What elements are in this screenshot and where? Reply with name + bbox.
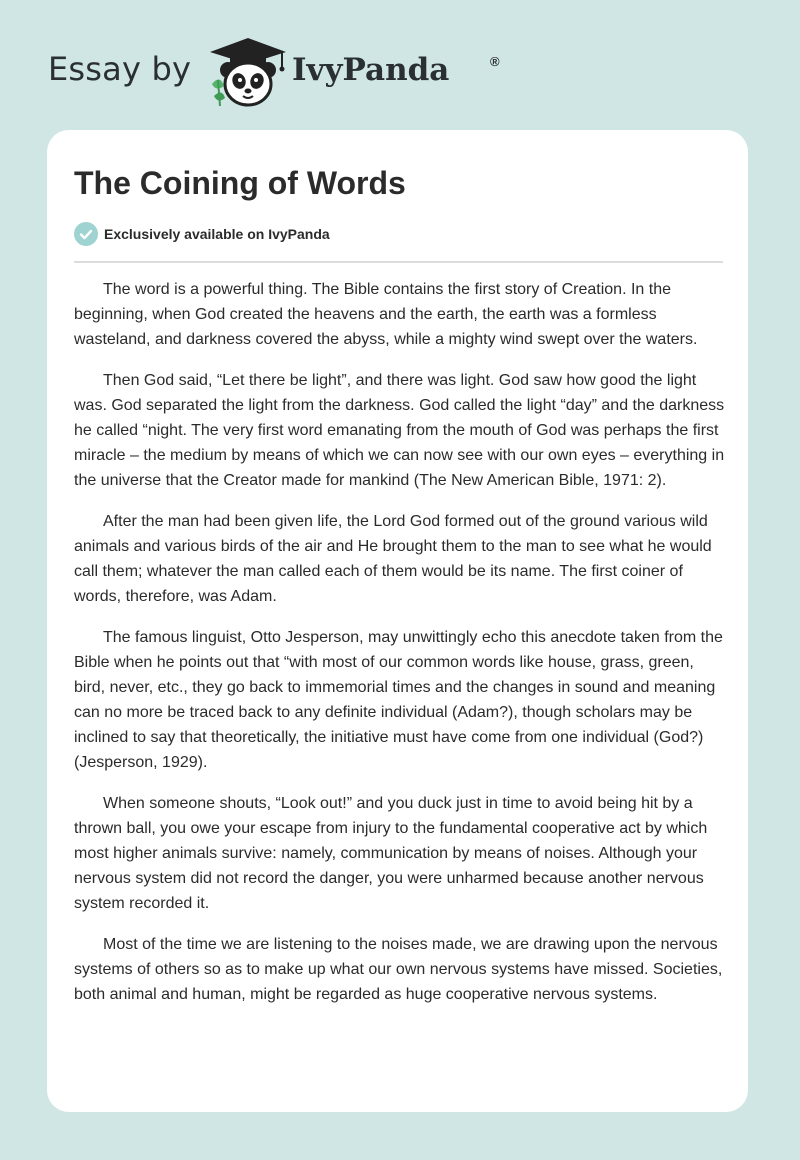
paragraph: Most of the time we are listening to the noises made, we are drawing upon the nervous systems of others so as to make up what our own nervous systems have missed. Societies, both animal and human, might be regarded as huge cooperative nervous systems. [74, 936, 723, 1003]
paragraph: When someone shouts, “Look out!” and you duck just in time to avoid being hit by a thrown ball, you owe your escape from injury to the fundamental cooperative act by which most higher animals survive: namely, communication by means of noises. Although your nervous system did not record the danger, you were unharmed because another nervous system recorded it. [74, 795, 708, 912]
ivypanda-logo-icon[interactable] [202, 34, 292, 110]
site-header [48, 34, 508, 114]
registered-mark: ® [490, 54, 500, 69]
essay-by-label: Essay by [48, 50, 192, 88]
brand-name[interactable]: IvyPanda [292, 52, 450, 88]
essay-card [47, 130, 748, 1112]
paragraph: The famous linguist, Otto Jesperson, may unwittingly echo this anecdote taken from the Bible when he points out that “with most of our common words like house, grass, green, bird, never, etc., they go back to immemorial times and the changes in sound and meaning can no more be traced back to any definite individual (Adam?), though scholars may be inclined to say that theoretically, the initiative must have come from one individual (God?) (Jesperson, 1929). [74, 629, 723, 771]
page-title: The Coining of Words [74, 165, 406, 201]
exclusive-badge [74, 222, 330, 246]
essay-body [74, 277, 726, 1023]
exclusive-badge-label: Exclusively available on IvyPanda [104, 226, 330, 242]
paragraph: Then God said, “Let there be light”, and there was light. God saw how good the light was. God separated the light from the darkness. God called the light “day” and the darkness he called “night. The very first word emanating from the mouth of God was perhaps the first miracle – the medium by means of which we can now see with our own eyes – everything in the universe that the Creator made for mankind (The New American Bible, 1971: 2). [74, 372, 725, 489]
paragraph: The word is a powerful thing. The Bible contains the first story of Creation. In the beginning, when God created the heavens and the earth, the earth was a formless wasteland, and darkness covered the abyss, while a mighty wind swept over the waters. [74, 281, 698, 348]
title-divider [74, 261, 723, 263]
checkmark-icon [74, 222, 98, 246]
paragraph: After the man had been given life, the Lord God formed out of the ground various wild animals and various birds of the air and He brought them to the man to see what he would call them; whatever the man called each of them would be its name. The first coiner of words, therefore, was Adam. [74, 513, 712, 605]
